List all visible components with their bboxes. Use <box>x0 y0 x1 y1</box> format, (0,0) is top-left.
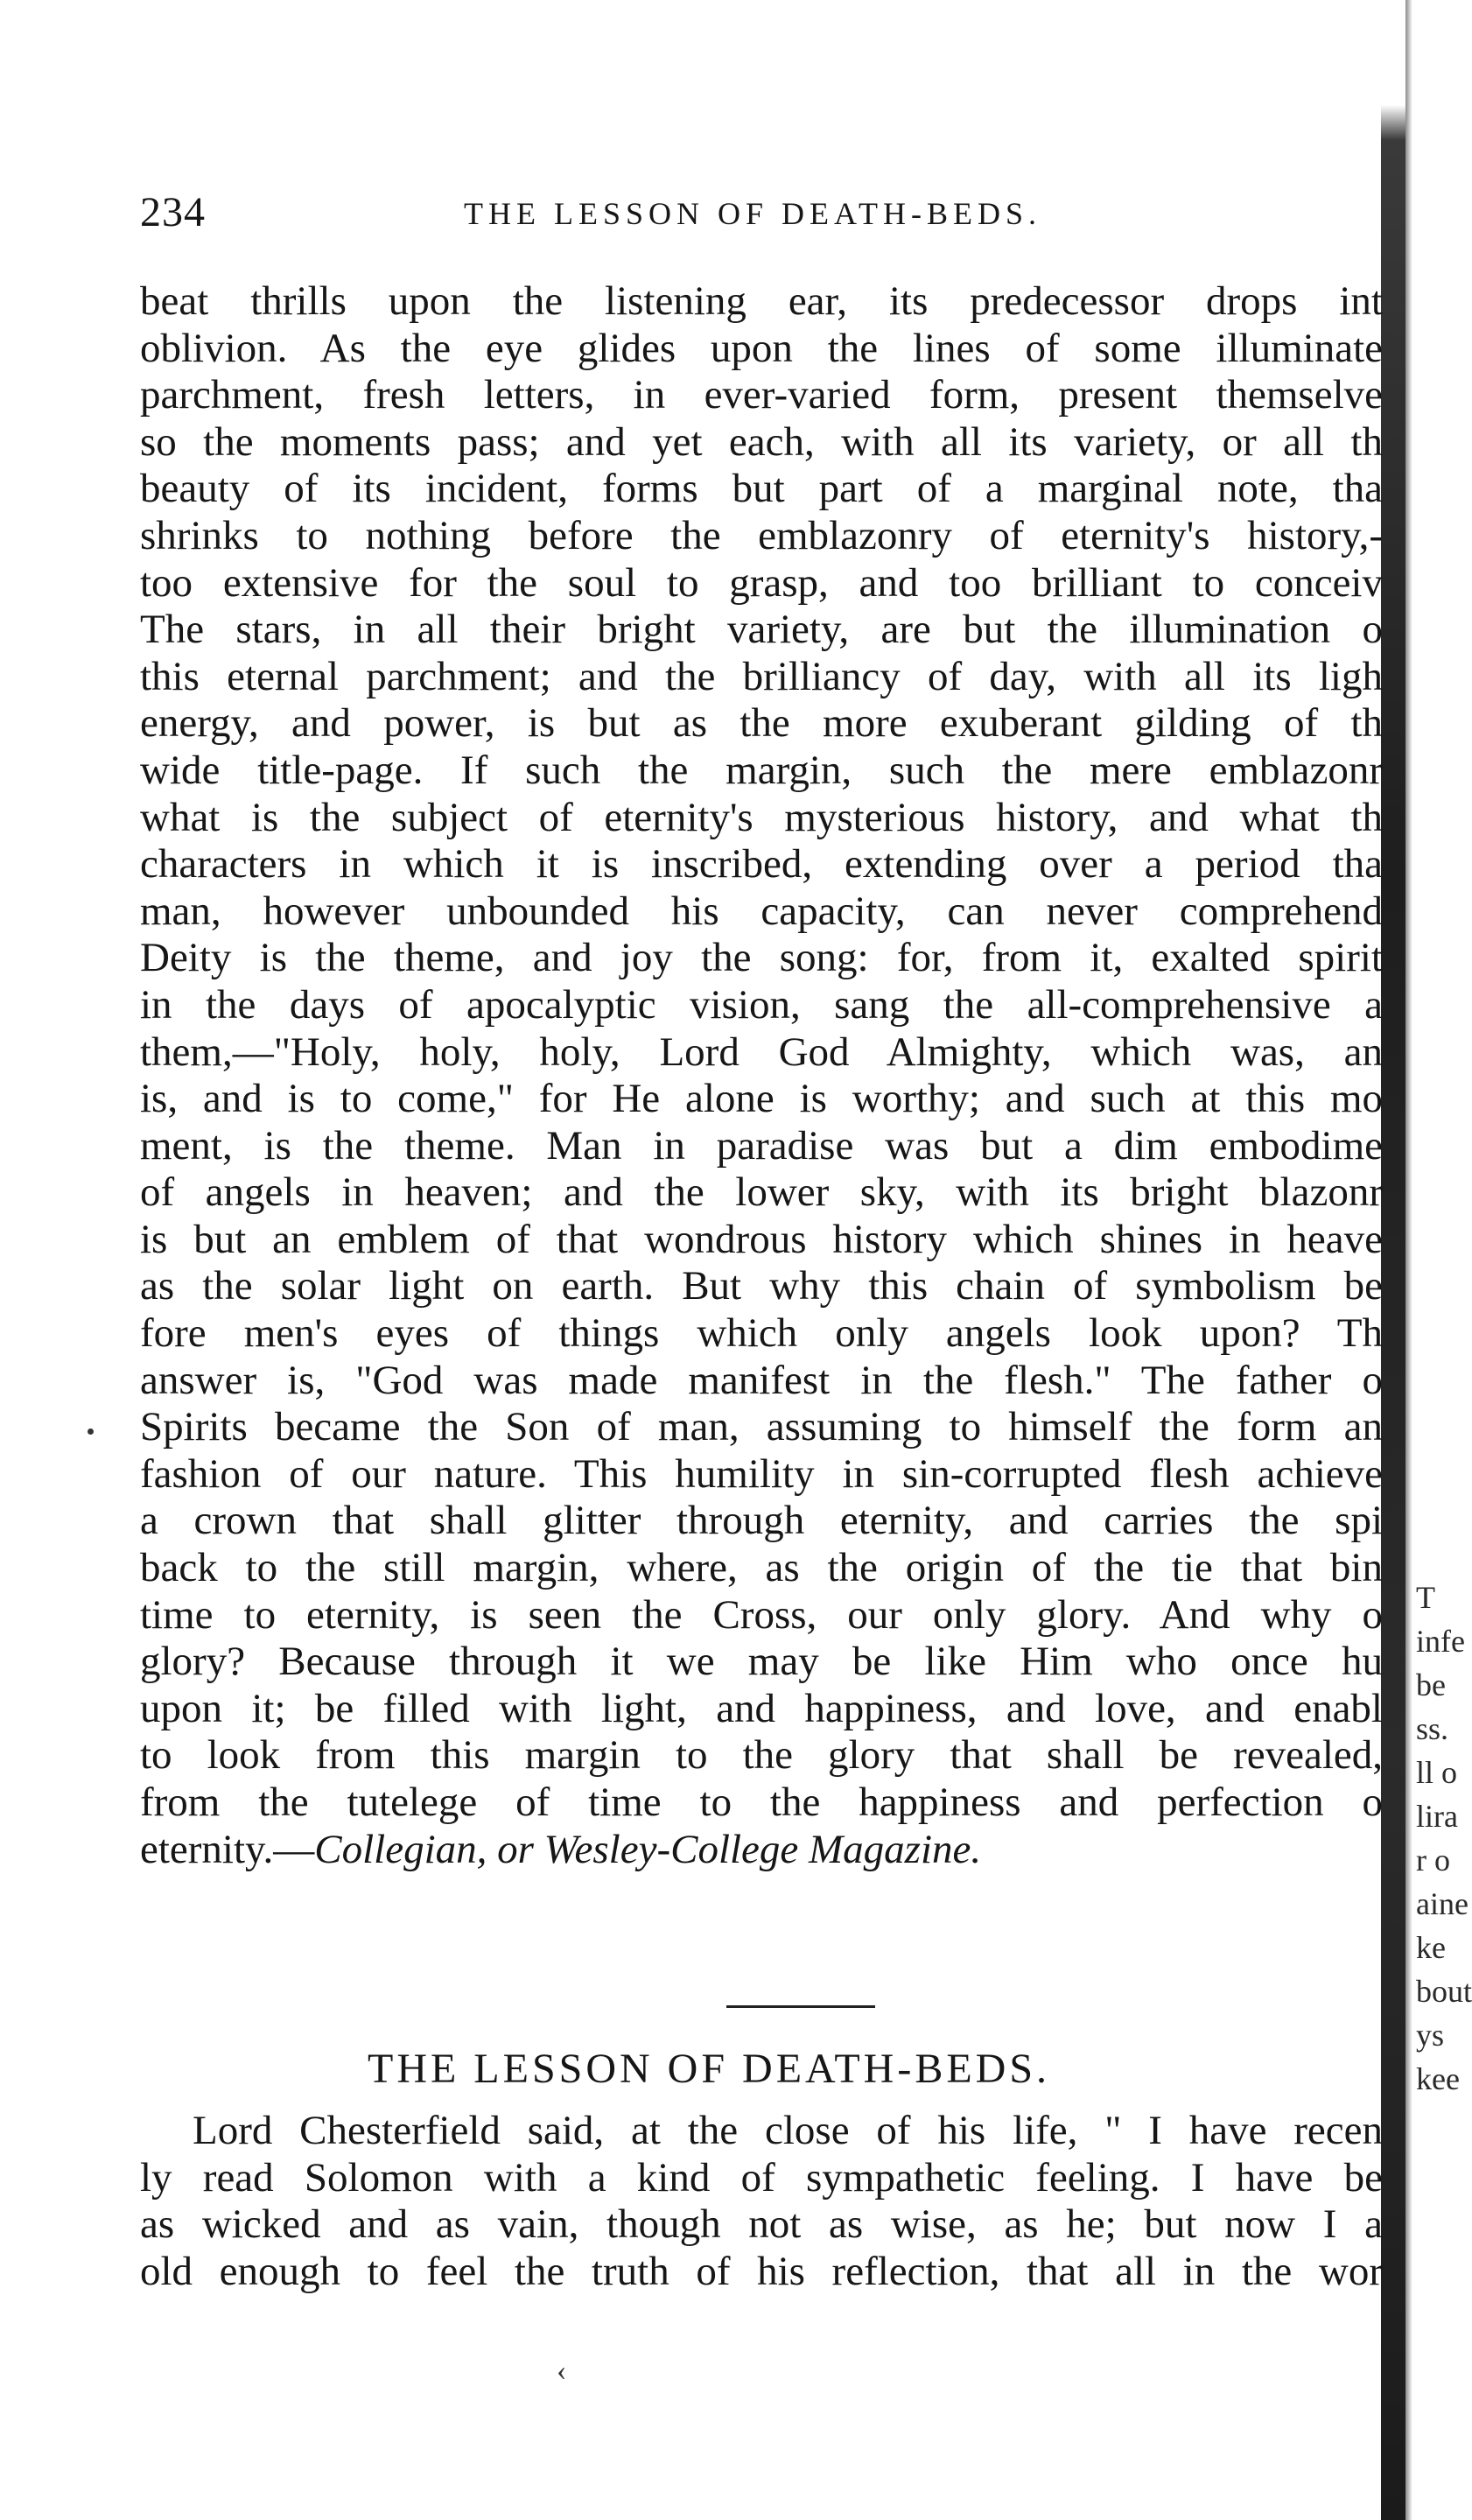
text-line: energy, and power, is but as the more exuberant gilding of th <box>140 700 1383 747</box>
bleed-fragment: bout <box>1416 1974 1472 2009</box>
bleed-fragment: ll o <box>1416 1755 1458 1790</box>
text-line: ly read Solomon with a kind of sympathetic feeling. I have be <box>140 2154 1383 2201</box>
text-line: old enough to feel the truth of his reflection, that all in the wor <box>140 2248 1383 2294</box>
bleed-fragment: ss. <box>1416 1711 1449 1746</box>
closing-line <box>140 1827 1383 1874</box>
text-line: shrinks to nothing before the emblazonry of eternity's history,- <box>140 512 1383 558</box>
article-body <box>140 278 1383 1873</box>
text-line: glory? Because through it we may be like Him who once hu <box>140 1639 1383 1685</box>
bleed-fragment: aine <box>1416 1886 1468 1921</box>
running-head-title: THE LESSON OF DEATH-BEDS. <box>464 196 1042 231</box>
text-line: answer is, "God was made manifest in the flesh." The father o <box>140 1357 1383 1403</box>
bleed-fragment: T <box>1416 1580 1435 1615</box>
running-head <box>140 188 1365 241</box>
text-line: them,—"Holy, holy, holy, Lord God Almighty, which was, an <box>140 1028 1383 1075</box>
text-line: to look from this margin to the glory that shall be revealed, <box>140 1732 1383 1779</box>
text-line: The stars, in all their bright variety, are but the illumination o <box>140 607 1383 653</box>
text-line: what is the subject of eternity's mysterious history, and what th <box>140 794 1383 840</box>
text-line: time to eternity, is seen the Cross, our only glory. And why o <box>140 1591 1383 1638</box>
text-line: as the solar light on earth. But why this chain of symbolism be <box>140 1263 1383 1309</box>
text-line: fashion of our nature. This humility in sin-corrupted flesh achieve <box>140 1450 1383 1497</box>
text-line: beauty of its incident, forms but part of a marginal note, tha <box>140 466 1383 512</box>
text-line: oblivion. As the eye glides upon the lines of some illuminate <box>140 325 1383 371</box>
text-line: of angels in heaven; and the lower sky, with its bright blazonr <box>140 1169 1383 1216</box>
text-line: is, and is to come," for He alone is worthy; and such at this mo <box>140 1076 1383 1122</box>
text-line: ment, is the theme. Man in paradise was but a dim embodime <box>140 1122 1383 1169</box>
bleed-fragment: ke <box>1416 1930 1446 1965</box>
text-line: Spirits became the Son of man, assuming to himself the form an <box>140 1404 1383 1450</box>
text-line: so the moments pass; and yet each, with all its variety, or all th <box>140 418 1383 465</box>
text-line: wide title-page. If such the margin, such the mere emblazonr <box>140 747 1383 793</box>
text-line: parchment, fresh letters, in ever-varied form, present themselve <box>140 372 1383 418</box>
section-body <box>140 2108 1383 2295</box>
bleed-fragment: infe <box>1416 1624 1465 1659</box>
text-line: a crown that shall glitter through eternity, and carries the spi <box>140 1498 1383 1544</box>
bleed-fragment: be <box>1416 1667 1446 1702</box>
text-line: this eternal parchment; and the brilliancy of day, with all its ligh <box>140 653 1383 699</box>
text-line: Lord Chesterfield said, at the close of his life, " I have recen <box>193 2108 1383 2153</box>
text-line: as wicked and as vain, though not as wise, as he; but now I a <box>140 2201 1383 2248</box>
closing-text: eternity.— <box>140 1826 315 1872</box>
text-line: upon it; be filled with light, and happiness, and love, and enabl <box>140 1685 1383 1731</box>
text-line: man, however unbounded his capacity, can never comprehend <box>140 888 1383 934</box>
page-number: 234 <box>140 189 206 235</box>
text-line: beat thrills upon the listening ear, its predecessor drops int <box>140 278 1383 324</box>
facing-page-bleed <box>1416 1576 1472 2101</box>
bleed-fragment: kee <box>1416 2061 1460 2096</box>
text-line: back to the still margin, where, as the origin of the tie that bin <box>140 1545 1383 1591</box>
printer-mark: ‹ <box>557 2355 567 2387</box>
text-line: is but an emblem of that wondrous history which shines in heave <box>140 1216 1383 1262</box>
margin-mark <box>88 1428 94 1435</box>
bleed-fragment: r o <box>1416 1843 1450 1878</box>
text-line: in the days of apocalyptic vision, sang the all-comprehensive a <box>140 981 1383 1028</box>
attribution: Collegian, or Wesley-College Magazine. <box>314 1826 982 1872</box>
binding-gutter <box>1381 0 1405 2520</box>
section-divider <box>726 2005 875 2008</box>
bleed-fragment: lira <box>1416 1799 1458 1834</box>
text-line: fore men's eyes of things which only angels look upon? Th <box>140 1310 1383 1357</box>
text-line: too extensive for the soul to grasp, and too brilliant to conceiv <box>140 559 1383 606</box>
text-line: characters in which it is inscribed, extending over a period tha <box>140 841 1383 888</box>
text-line: from the tutelege of time to the happiness and perfection o <box>140 1779 1383 1825</box>
text-line: Deity is the theme, and joy the song: for, from it, exalted spirit <box>140 935 1383 981</box>
section-title: THE LESSON OF DEATH-BEDS. <box>368 2046 1051 2092</box>
binding-edge <box>1405 0 1412 2520</box>
bleed-fragment: ys <box>1416 2018 1445 2053</box>
